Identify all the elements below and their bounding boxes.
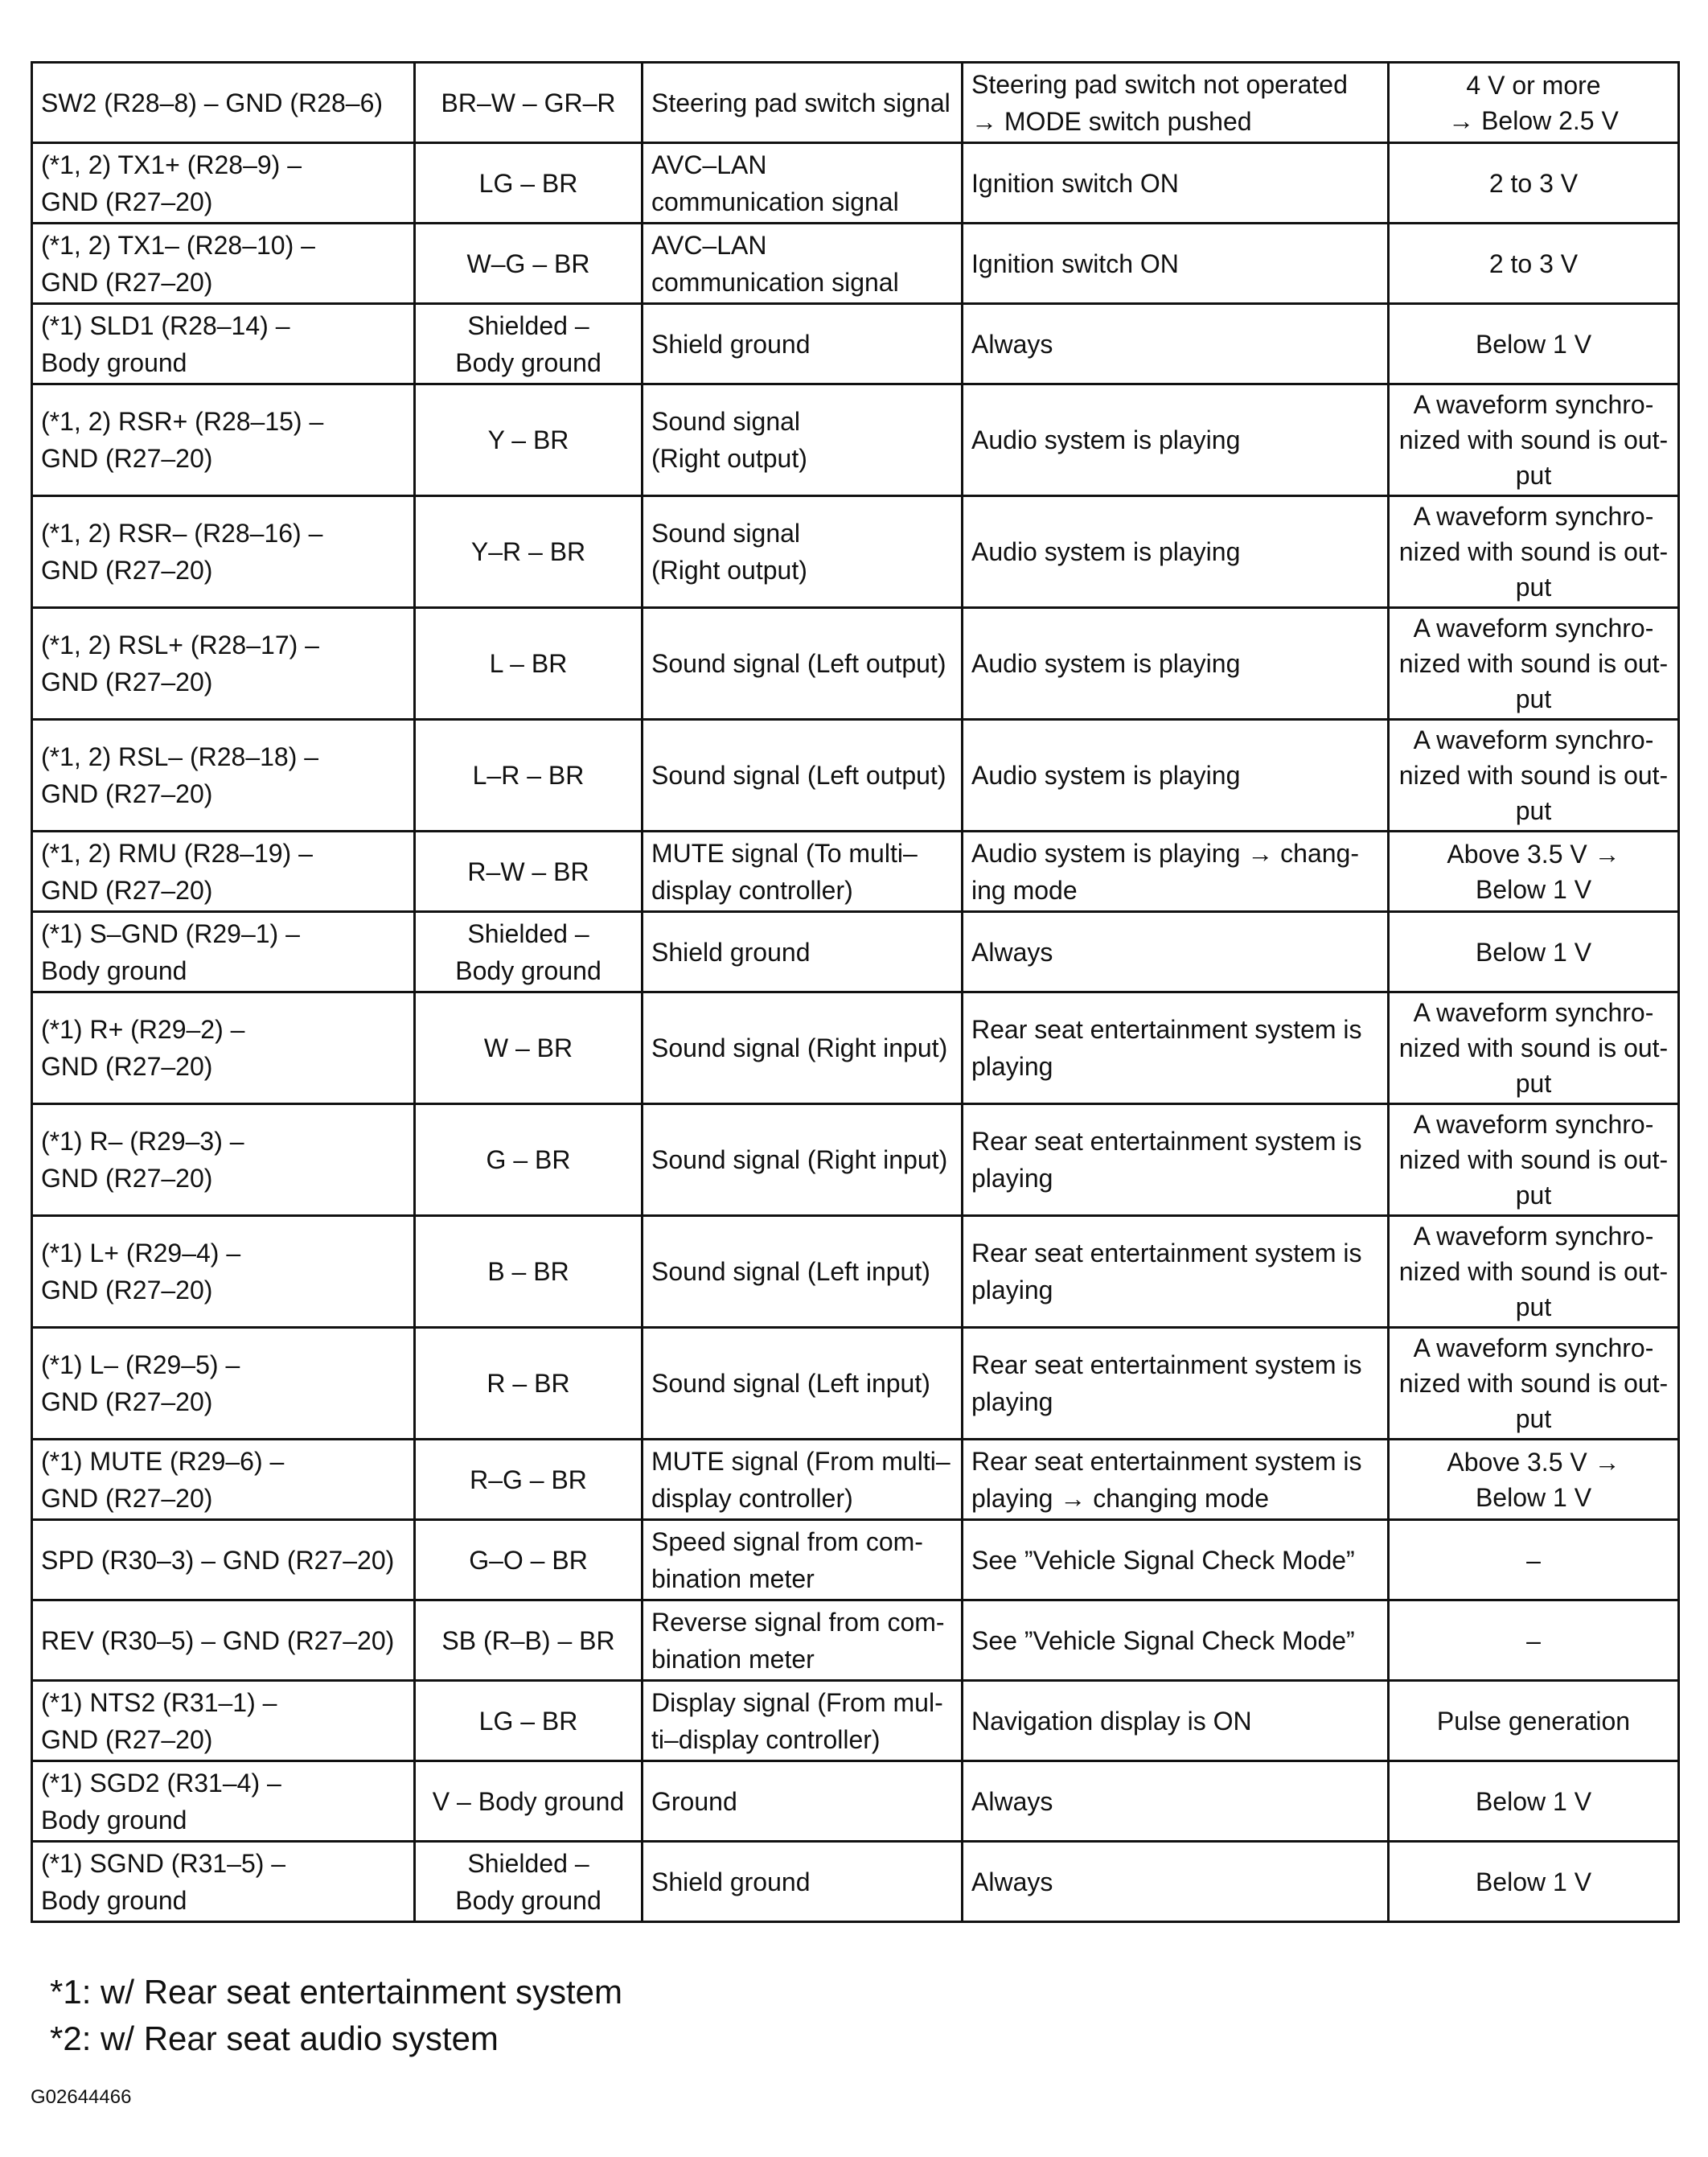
wiring-color-cell: LG – BR <box>415 143 643 224</box>
terminal-cell: SPD (R30–3) – GND (R27–20) <box>32 1520 415 1600</box>
table-row <box>32 384 1679 496</box>
terminal-cell: (*1, 2) RSR– (R28–16) – GND (R27–20) <box>32 496 415 608</box>
table-row <box>32 1328 1679 1440</box>
terminal-description-cell: Shield ground <box>643 912 963 992</box>
terminal-description-cell: AVC–LAN communication signal <box>643 143 963 224</box>
terminal-cell: (*1) SLD1 (R28–14) – Body ground <box>32 304 415 384</box>
terminal-cell: (*1, 2) RMU (R28–19) – GND (R27–20) <box>32 832 415 912</box>
table-row <box>32 1600 1679 1681</box>
figure-id: G02644466 <box>31 2086 132 2108</box>
specified-condition-cell: Below 1 V <box>1389 1761 1679 1842</box>
footnote-2: *2: w/ Rear seat audio system <box>50 2019 499 2057</box>
terminal-cell: (*1) SGD2 (R31–4) – Body ground <box>32 1761 415 1842</box>
terminal-description-cell: Display signal (From mul- ti–display controller) <box>643 1681 963 1761</box>
specified-condition-cell: A waveform synchro- nized with sound is out- put <box>1389 608 1679 720</box>
table-row <box>32 304 1679 384</box>
table-row <box>32 832 1679 912</box>
condition-cell: Audio system is playing <box>963 496 1389 608</box>
terminal-table <box>31 61 1680 1923</box>
specified-condition-cell: Above 3.5 V → Below 1 V <box>1389 1440 1679 1520</box>
terminal-description-cell: Sound signal (Right input) <box>643 1104 963 1216</box>
terminal-cell: (*1) R+ (R29–2) – GND (R27–20) <box>32 992 415 1104</box>
wiring-color-cell: W – BR <box>415 992 643 1104</box>
terminal-description-cell: Reverse signal from com- bination meter <box>643 1600 963 1681</box>
condition-cell: Steering pad switch not operated → MODE switch pushed <box>963 63 1389 143</box>
condition-cell: Ignition switch ON <box>963 224 1389 304</box>
wiring-color-cell: R–W – BR <box>415 832 643 912</box>
terminal-cell: SW2 (R28–8) – GND (R28–6) <box>32 63 415 143</box>
footnotes <box>50 1969 622 2062</box>
specified-condition-cell: A waveform synchro- nized with sound is out- put <box>1389 1328 1679 1440</box>
specified-condition-cell: A waveform synchro- nized with sound is out- put <box>1389 496 1679 608</box>
wiring-color-cell: Shielded – Body ground <box>415 912 643 992</box>
wiring-color-cell: SB (R–B) – BR <box>415 1600 643 1681</box>
table-row <box>32 720 1679 832</box>
wiring-color-cell: G – BR <box>415 1104 643 1216</box>
condition-cell: Audio system is playing <box>963 384 1389 496</box>
condition-cell: Rear seat entertainment system is playing <box>963 992 1389 1104</box>
terminal-description-cell: Sound signal (Right output) <box>643 384 963 496</box>
specified-condition-cell: A waveform synchro- nized with sound is out- put <box>1389 1216 1679 1328</box>
specified-condition-cell: 4 V or more → Below 2.5 V <box>1389 63 1679 143</box>
terminal-cell: (*1) L– (R29–5) – GND (R27–20) <box>32 1328 415 1440</box>
condition-cell: Audio system is playing <box>963 720 1389 832</box>
table-row <box>32 1440 1679 1520</box>
terminal-cell: (*1) MUTE (R29–6) – GND (R27–20) <box>32 1440 415 1520</box>
specified-condition-cell: Below 1 V <box>1389 1842 1679 1922</box>
condition-cell: See ”Vehicle Signal Check Mode” <box>963 1520 1389 1600</box>
condition-cell: Always <box>963 912 1389 992</box>
specified-condition-cell: Below 1 V <box>1389 304 1679 384</box>
specified-condition-cell: A waveform synchro- nized with sound is out- put <box>1389 992 1679 1104</box>
table-body <box>32 63 1679 1922</box>
wiring-color-cell: R – BR <box>415 1328 643 1440</box>
condition-cell: Rear seat entertainment system is playing <box>963 1104 1389 1216</box>
table-row <box>32 63 1679 143</box>
specified-condition-cell: 2 to 3 V <box>1389 143 1679 224</box>
terminal-description-cell: Ground <box>643 1761 963 1842</box>
terminal-cell: (*1) S–GND (R29–1) – Body ground <box>32 912 415 992</box>
condition-cell: Audio system is playing <box>963 608 1389 720</box>
wiring-color-cell: L – BR <box>415 608 643 720</box>
condition-cell: Rear seat entertainment system is playing → changing mode <box>963 1440 1389 1520</box>
terminal-description-cell: Sound signal (Left output) <box>643 720 963 832</box>
wiring-color-cell: G–O – BR <box>415 1520 643 1600</box>
terminal-cell: (*1, 2) RSL+ (R28–17) – GND (R27–20) <box>32 608 415 720</box>
table-row <box>32 1104 1679 1216</box>
wiring-color-cell: W–G – BR <box>415 224 643 304</box>
specified-condition-cell: A waveform synchro- nized with sound is out- put <box>1389 384 1679 496</box>
terminal-description-cell: AVC–LAN communication signal <box>643 224 963 304</box>
condition-cell: Always <box>963 304 1389 384</box>
table-row <box>32 608 1679 720</box>
wiring-color-cell: LG – BR <box>415 1681 643 1761</box>
condition-cell: Always <box>963 1761 1389 1842</box>
condition-cell: Rear seat entertainment system is playing <box>963 1328 1389 1440</box>
specified-condition-cell: Pulse generation <box>1389 1681 1679 1761</box>
terminal-cell: (*1) SGND (R31–5) – Body ground <box>32 1842 415 1922</box>
terminal-cell: (*1, 2) RSR+ (R28–15) – GND (R27–20) <box>32 384 415 496</box>
specified-condition-cell: 2 to 3 V <box>1389 224 1679 304</box>
terminal-cell: (*1, 2) RSL– (R28–18) – GND (R27–20) <box>32 720 415 832</box>
wiring-color-cell: Y–R – BR <box>415 496 643 608</box>
condition-cell: Navigation display is ON <box>963 1681 1389 1761</box>
table-row <box>32 992 1679 1104</box>
terminal-cell: (*1, 2) TX1+ (R28–9) – GND (R27–20) <box>32 143 415 224</box>
wiring-color-cell: B – BR <box>415 1216 643 1328</box>
table-row <box>32 1681 1679 1761</box>
wiring-color-cell: R–G – BR <box>415 1440 643 1520</box>
wiring-color-cell: BR–W – GR–R <box>415 63 643 143</box>
specified-condition-cell: Above 3.5 V → Below 1 V <box>1389 832 1679 912</box>
specified-condition-cell: – <box>1389 1520 1679 1600</box>
terminal-cell: (*1) R– (R29–3) – GND (R27–20) <box>32 1104 415 1216</box>
terminal-description-cell: Speed signal from com- bination meter <box>643 1520 963 1600</box>
terminal-description-cell: Steering pad switch signal <box>643 63 963 143</box>
terminal-description-cell: Sound signal (Left output) <box>643 608 963 720</box>
wiring-color-cell: L–R – BR <box>415 720 643 832</box>
wiring-color-cell: Shielded – Body ground <box>415 1842 643 1922</box>
table-row <box>32 496 1679 608</box>
specified-condition-cell: A waveform synchro- nized with sound is out- put <box>1389 720 1679 832</box>
table-row <box>32 1842 1679 1922</box>
terminal-description-cell: Shield ground <box>643 1842 963 1922</box>
wiring-color-cell: Shielded – Body ground <box>415 304 643 384</box>
terminal-description-cell: Shield ground <box>643 304 963 384</box>
wiring-color-cell: Y – BR <box>415 384 643 496</box>
condition-cell: Always <box>963 1842 1389 1922</box>
terminal-description-cell: MUTE signal (From multi– display controller) <box>643 1440 963 1520</box>
table-row <box>32 224 1679 304</box>
condition-cell: See ”Vehicle Signal Check Mode” <box>963 1600 1389 1681</box>
table-row <box>32 143 1679 224</box>
terminal-description-cell: Sound signal (Right input) <box>643 992 963 1104</box>
terminal-cell: (*1) NTS2 (R31–1) – GND (R27–20) <box>32 1681 415 1761</box>
condition-cell: Audio system is playing → chang- ing mode <box>963 832 1389 912</box>
table-row <box>32 1520 1679 1600</box>
specified-condition-cell: Below 1 V <box>1389 912 1679 992</box>
wiring-color-cell: V – Body ground <box>415 1761 643 1842</box>
terminal-description-cell: Sound signal (Left input) <box>643 1216 963 1328</box>
specified-condition-cell: A waveform synchro- nized with sound is out- put <box>1389 1104 1679 1216</box>
terminal-description-cell: MUTE signal (To multi– display controller) <box>643 832 963 912</box>
footnote-1: *1: w/ Rear seat entertainment system <box>50 1973 622 2011</box>
condition-cell: Ignition switch ON <box>963 143 1389 224</box>
condition-cell: Rear seat entertainment system is playing <box>963 1216 1389 1328</box>
specified-condition-cell: – <box>1389 1600 1679 1681</box>
table-row <box>32 1761 1679 1842</box>
table-row <box>32 912 1679 992</box>
terminal-cell: REV (R30–5) – GND (R27–20) <box>32 1600 415 1681</box>
terminal-description-cell: Sound signal (Left input) <box>643 1328 963 1440</box>
terminal-cell: (*1, 2) TX1– (R28–10) – GND (R27–20) <box>32 224 415 304</box>
table-row <box>32 1216 1679 1328</box>
terminal-cell: (*1) L+ (R29–4) – GND (R27–20) <box>32 1216 415 1328</box>
terminal-description-cell: Sound signal (Right output) <box>643 496 963 608</box>
